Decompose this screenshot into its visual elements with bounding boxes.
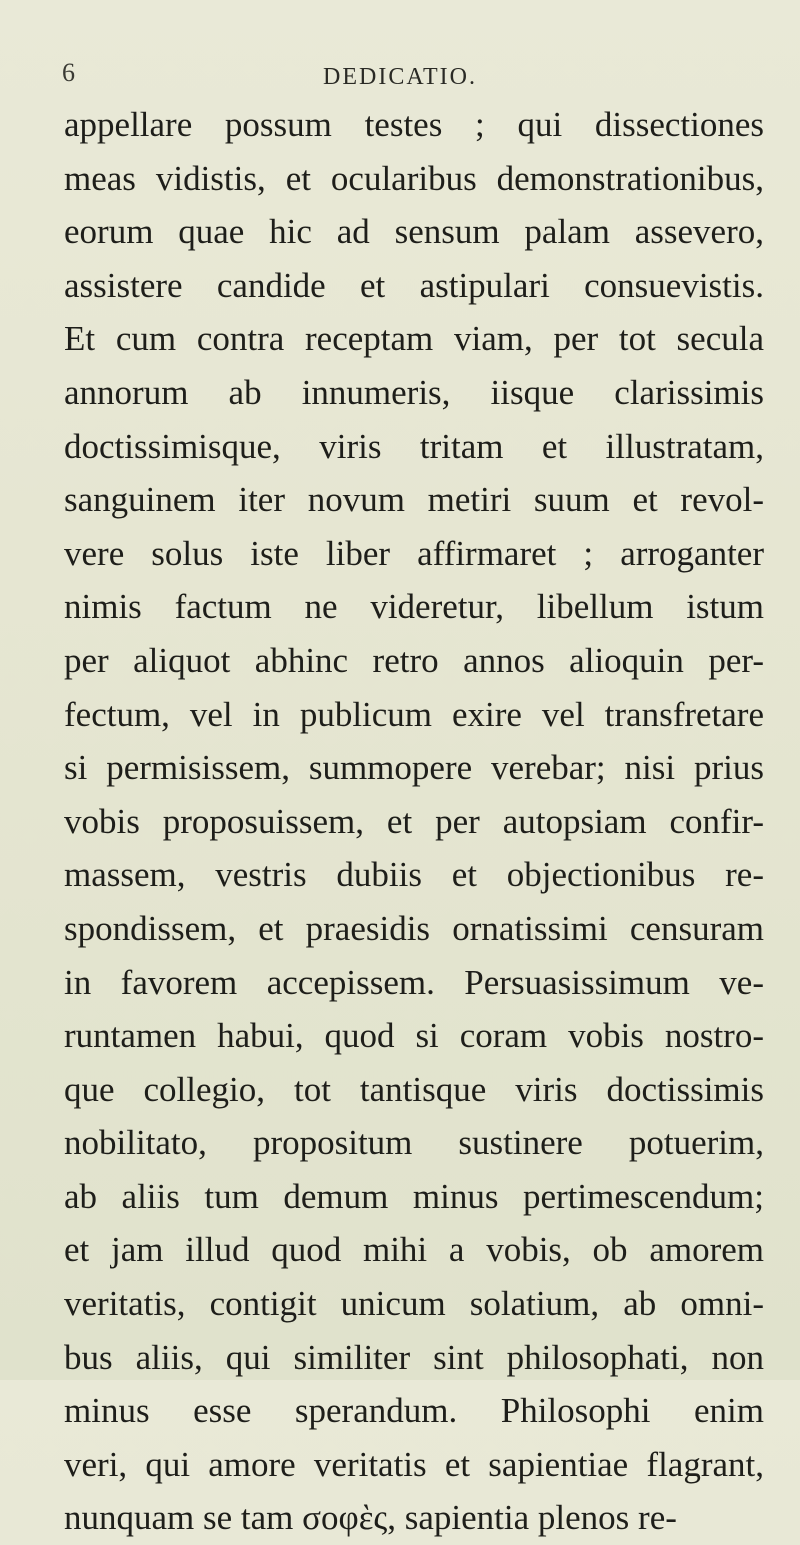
text-line: bus aliis, qui similiter sint philosophati, non bbox=[64, 1337, 764, 1377]
text-line: minus esse sperandum. Philosophi enim bbox=[64, 1391, 764, 1431]
text-line: veritatis, contigit unicum solatium, ab omni- bbox=[64, 1284, 764, 1324]
text-line: meas vidistis, et ocularibus demonstrationibus, bbox=[64, 158, 764, 198]
running-title: DEDICATIO. bbox=[323, 64, 477, 90]
text-line: nimis factum ne videretur, libellum istum bbox=[64, 587, 764, 627]
text-line: vere solus iste liber affirmaret ; arroganter bbox=[64, 533, 764, 573]
text-line: nobilitato, propositum sustinere potuerim, bbox=[64, 1123, 764, 1163]
text-line: et jam illud quod mihi a vobis, ob amorem bbox=[64, 1230, 764, 1270]
text-line: in favorem accepissem. Persuasissimum ve- bbox=[64, 962, 764, 1002]
text-line: appellare possum testes ; qui dissectiones bbox=[64, 105, 764, 144]
text-line: eorum quae hic ad sensum palam assevero, bbox=[64, 212, 764, 252]
text-line: que collegio, tot tantisque viris doctissimis bbox=[64, 1069, 764, 1109]
text-line: annorum ab innumeris, iisque clarissimis bbox=[64, 372, 764, 412]
text-line: doctissimisque, viris tritam et illustratam, bbox=[64, 426, 764, 466]
text-line: veri, qui amore veritatis et sapientiae flagrant, bbox=[64, 1444, 764, 1484]
text-line: per aliquot abhinc retro annos alioquin per- bbox=[64, 640, 764, 680]
text-line: Et cum contra receptam viam, per tot secula bbox=[64, 319, 764, 359]
text-line: fectum, vel in publicum exire vel transfretare bbox=[64, 694, 764, 734]
text-line: spondissem, et praesidis ornatissimi censuram bbox=[64, 908, 764, 948]
text-line: vobis proposuissem, et per autopsiam confir- bbox=[64, 801, 764, 841]
page-number: 6 bbox=[62, 58, 75, 87]
body-text bbox=[64, 98, 764, 1545]
text-line: sanguinem iter novum metiri suum et revol- bbox=[64, 480, 764, 520]
text-line: assistere candide et astipulari consuevistis. bbox=[64, 265, 764, 305]
text-line: nunquam se tam σοφὲς, sapientia plenos re- bbox=[64, 1498, 677, 1538]
text-line: si permisissem, summopere verebar; nisi prius bbox=[64, 748, 764, 788]
text-line: massem, vestris dubiis et objectionibus re- bbox=[64, 855, 764, 895]
text-line: runtamen habui, quod si coram vobis nostro- bbox=[64, 1016, 764, 1056]
text-line: ab aliis tum demum minus pertimescendum; bbox=[64, 1176, 764, 1216]
